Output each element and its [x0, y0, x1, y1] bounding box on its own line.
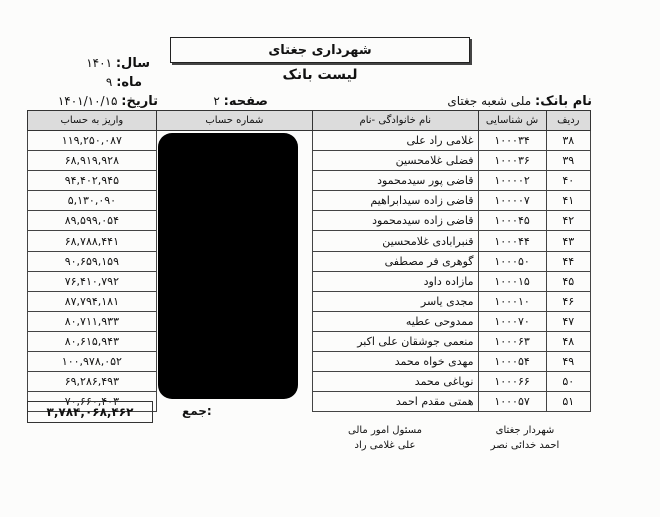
organization-title-box [170, 37, 470, 63]
id-cell: ۱۰۰۰۶۶ [478, 372, 546, 392]
date-label: تاریخ: [121, 94, 158, 109]
table-row [28, 131, 591, 151]
name-cell: قاضی زاده سیدمحمود [313, 211, 478, 231]
name-cell: غلامی راد علی [313, 131, 478, 151]
amount-cell: ۷۰,۶۶۰,۴۰۳ [28, 392, 157, 412]
table-header-row [28, 111, 591, 131]
date-value: ۱۴۰۱/۱۰/۱۵ [57, 94, 118, 108]
mayor-name: احمد خدائی نصر [490, 440, 560, 451]
redacted-account-numbers [158, 133, 298, 399]
total-label: جمع: [182, 404, 212, 418]
row-number-cell: ۵۰ [546, 372, 590, 392]
row-number-cell: ۵۱ [546, 392, 590, 412]
id-cell: ۱۰۰۰۴۵ [478, 211, 546, 231]
row-number-cell: ۴۰ [546, 171, 590, 191]
table-row [28, 372, 591, 392]
id-cell: ۱۰۰۰۰۷ [478, 191, 546, 211]
table-row [28, 311, 591, 331]
row-number-cell: ۴۵ [546, 271, 590, 291]
page-value: ۲ [213, 94, 220, 108]
date-field [58, 94, 158, 109]
bank-value: ملی شعبه جغتای [447, 94, 532, 108]
id-cell: ۱۰۰۰۵۰ [478, 251, 546, 271]
name-cell: قاضی زاده سیدابراهیم [313, 191, 478, 211]
page-label: صفحه: [223, 94, 268, 109]
id-cell: ۱۰۰۰۱۵ [478, 271, 546, 291]
row-number-cell: ۴۴ [546, 251, 590, 271]
row-number-cell: ۴۹ [546, 352, 590, 372]
amount-cell: ۶۸,۷۸۸,۴۴۱ [28, 231, 157, 251]
id-cell: ۱۰۰۰۷۰ [478, 311, 546, 331]
amount-cell: ۵,۱۳۰,۰۹۰ [28, 191, 157, 211]
name-cell: قاضی پور سیدمحمود [313, 171, 478, 191]
header-id: ش شناسایی [478, 111, 546, 131]
name-cell: منعمی جوشقان علی اکبر [313, 331, 478, 351]
table-row [28, 191, 591, 211]
id-cell: ۱۰۰۰۴۴ [478, 231, 546, 251]
bank-field [447, 94, 592, 109]
id-cell: ۱۰۰۰۰۲ [478, 171, 546, 191]
finance-officer-name: علی غلامی راد [354, 440, 416, 451]
amount-cell: ۱۰۰,۹۷۸,۰۵۲ [28, 352, 157, 372]
organization-title: شهرداری جغتای [268, 42, 372, 58]
amount-cell: ۱۱۹,۲۵۰,۰۸۷ [28, 131, 157, 151]
amount-cell: ۸۷,۷۹۴,۱۸۱ [28, 291, 157, 311]
id-cell: ۱۰۰۰۶۳ [478, 331, 546, 351]
id-cell: ۱۰۰۰۵۴ [478, 352, 546, 372]
name-cell: قنبرابادی غلامحسین [313, 231, 478, 251]
id-cell: ۱۰۰۰۳۴ [478, 131, 546, 151]
row-number-cell: ۴۱ [546, 191, 590, 211]
amount-cell: ۹۴,۴۰۲,۹۴۵ [28, 171, 157, 191]
total-amount: ۳,۷۸۴,۰۶۸,۴۶۲ [27, 401, 153, 423]
year-label: سال: [115, 56, 150, 71]
header-name: نام خانوادگی -نام [313, 111, 478, 131]
table-row [28, 251, 591, 271]
table-row [28, 352, 591, 372]
table-row [28, 171, 591, 191]
amount-cell: ۸۰,۶۱۵,۹۴۳ [28, 331, 157, 351]
amount-cell: ۹۰,۶۵۹,۱۵۹ [28, 251, 157, 271]
table-row [28, 231, 591, 251]
amount-cell: ۸۰,۷۱۱,۹۳۳ [28, 311, 157, 331]
row-number-cell: ۴۷ [546, 311, 590, 331]
row-number-cell: ۴۳ [546, 231, 590, 251]
header-account: شماره حساب [156, 111, 312, 131]
year-value: ۱۴۰۱ [86, 56, 113, 70]
name-cell: همتی مقدم احمد [313, 392, 478, 412]
table-row [28, 211, 591, 231]
row-number-cell: ۴۶ [546, 291, 590, 311]
row-number-cell: ۴۸ [546, 331, 590, 351]
month-value: ۹ [105, 75, 113, 89]
page-field [213, 94, 268, 109]
amount-cell: ۸۹,۵۹۹,۰۵۴ [28, 211, 157, 231]
month-label: ماه: [116, 75, 142, 90]
year-field [86, 56, 150, 71]
bank-label: نام بانک: [535, 94, 592, 109]
table-row [28, 271, 591, 291]
id-cell: ۱۰۰۰۱۰ [478, 291, 546, 311]
month-field [106, 75, 142, 90]
amount-cell: ۶۹,۲۸۶,۴۹۳ [28, 372, 157, 392]
id-cell: ۱۰۰۰۳۶ [478, 151, 546, 171]
name-cell: گوهری فر مصطفی [313, 251, 478, 271]
name-cell: فضلی غلامحسین [313, 151, 478, 171]
amount-cell: ۶۸,۹۱۹,۹۲۸ [28, 151, 157, 171]
mayor-title: شهردار جغتای [495, 425, 555, 436]
row-number-cell: ۴۲ [546, 211, 590, 231]
name-cell: مهدی خواه محمد [313, 352, 478, 372]
name-cell: مجدی یاسر [313, 291, 478, 311]
header-row-number: ردیف [546, 111, 590, 131]
id-cell: ۱۰۰۰۵۷ [478, 392, 546, 412]
name-cell: ممدوحی عطیه [313, 311, 478, 331]
row-number-cell: ۳۸ [546, 131, 590, 151]
name-cell: نوباغی محمد [313, 372, 478, 392]
bank-transfer-table [27, 110, 591, 412]
table-row [28, 151, 591, 171]
name-cell: مازاده داود [313, 271, 478, 291]
header-amount: واریز به حساب [28, 111, 157, 131]
table-row [28, 331, 591, 351]
finance-officer-title: مسئول امور مالی [348, 425, 422, 436]
document-title: لیست بانک [282, 67, 358, 83]
table-row [28, 291, 591, 311]
row-number-cell: ۳۹ [546, 151, 590, 171]
amount-cell: ۷۶,۴۱۰,۷۹۲ [28, 271, 157, 291]
